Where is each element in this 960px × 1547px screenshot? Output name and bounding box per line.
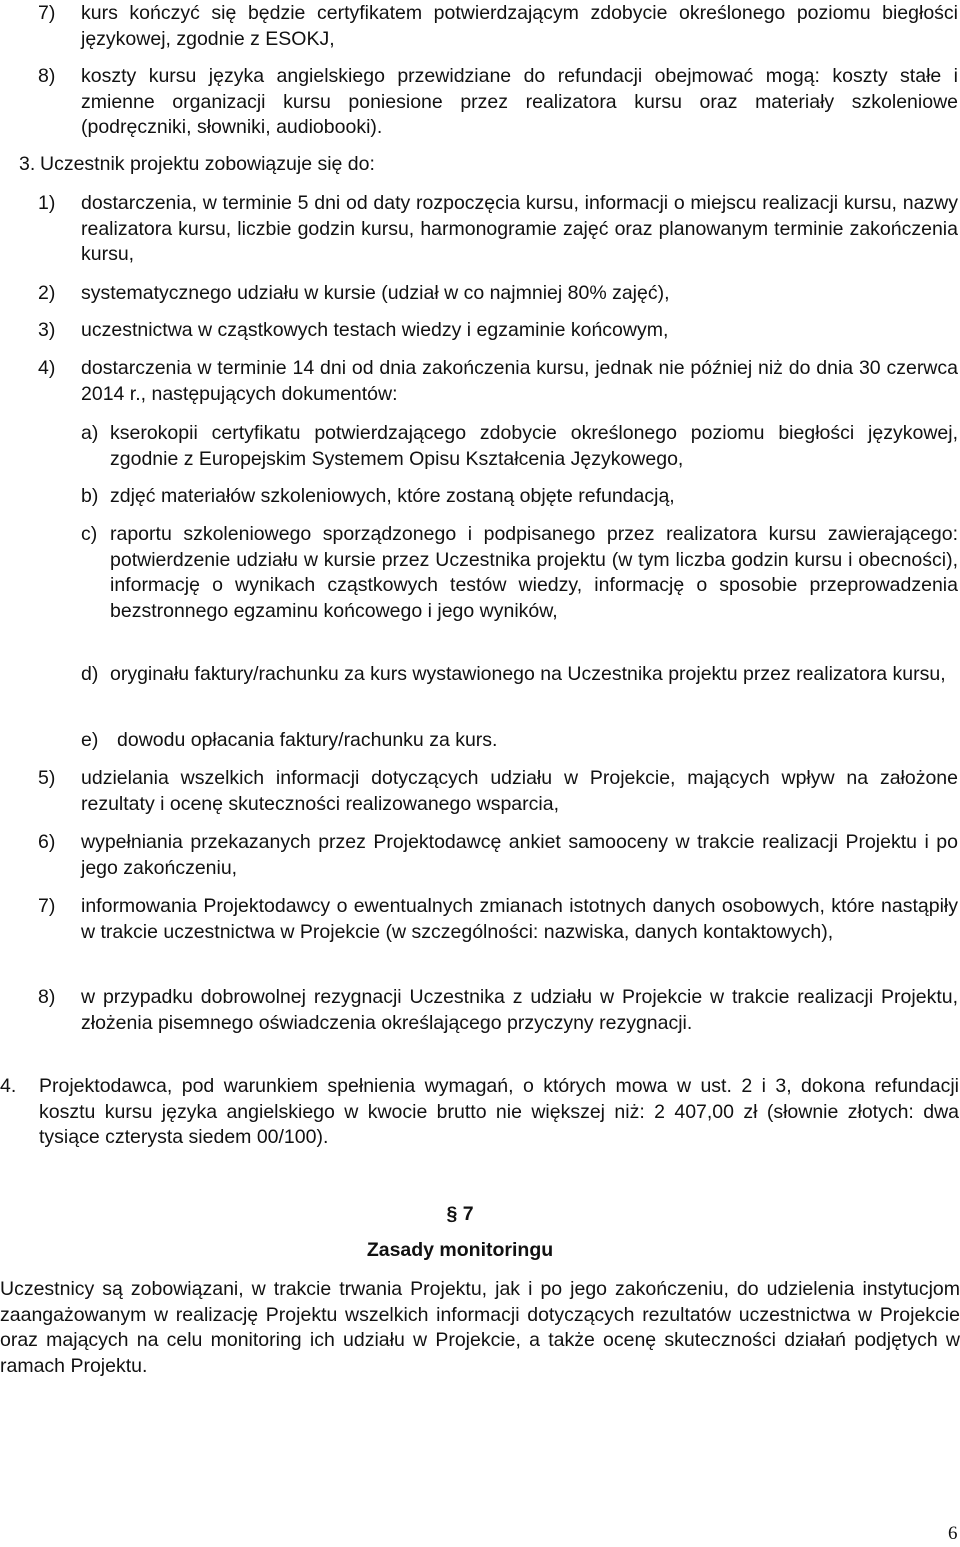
item-text: informowania Projektodawcy o ewentualnych zmianach istotnych danych osobowych, które nastąpiły w trakcie uczestnictwa w Projekcie (w szczególności: nazwiska, danych kontaktowych), (81, 895, 958, 943)
item-number: 1) (38, 192, 56, 214)
item-number: 2) (38, 282, 56, 304)
sub-item-text: kserokopii certyfikatu potwierdzającego zdobycie określonego poziomu biegłości językowej, zgodnie z Europejskim Systemem Opisu Kształcenia Językowego, (110, 422, 958, 470)
item-number: 4) (38, 357, 56, 379)
item-number: 5) (38, 767, 56, 789)
item-text: koszty kursu języka angielskiego przewidziane do refundacji obejmować mogą: koszty stałe i zmienne organizacji kursu poniesione przez realizatora kursu oraz materiały szkoleniowe (podręczniki, słowniki, audiobooki). (81, 65, 958, 138)
sub-item-letter: e) (81, 729, 99, 751)
sub-item-letter: b) (81, 485, 99, 507)
item-text: dostarczenia w terminie 14 dni od dnia zakończenia kursu, jednak nie później niż do dnia 30 czerwca 2014 r., następujących dokumentów: (81, 357, 958, 405)
item-number: 3) (38, 319, 56, 341)
item-number: 8) (38, 65, 56, 87)
item-number: 6) (38, 831, 56, 853)
item-text: w przypadku dobrowolnej rezygnacji Uczestnika z udziału w Projekcie w trakcie realizacji Projektu, złożenia pisemnego oświadczenia określającego przyczyny rezygnacji. (81, 986, 958, 1034)
item-number: 8) (38, 986, 56, 1008)
item-text: uczestnictwa w cząstkowych testach wiedzy i egzaminie końcowym, (81, 319, 669, 341)
sub-item-letter: d) (81, 663, 99, 685)
item-text: systematycznego udziału w kursie (udział w co najmniej 80% zajęć), (81, 282, 670, 304)
sub-item-text: raportu szkoleniowego sporządzonego i podpisanego przez realizatora kursu zawierającego: potwierdzenie udziału w kursie przez Uczestnika projektu (w tym liczba godzin kursu i obecności), informację o wynikach cząstkowych testów wiedzy, informację o sposobie przeprowadzenia bezstronnego egzaminu końcowego i jego wyników, (110, 523, 958, 622)
sub-item-text: zdjęć materiałów szkoleniowych, które zostaną objęte refundacją, (110, 485, 675, 507)
page-number: 6 (948, 1523, 958, 1544)
item-number: 7) (38, 2, 56, 24)
paragraph-body: Uczestnicy są zobowiązani, w trakcie trwania Projektu, jak i po jego zakończeniu, do udzielenia instytucjom zaangażowanym w realizację Projektu wszelkich informacji dotyczących rezultatów uczestnictwa w Projekcie oraz mających na celu monitoring ich udziału w Projekcie, a także ocenę skuteczności działań podjętych w ramach Projektu. (0, 1278, 960, 1377)
section-4-text: Projektodawca, pod warunkiem spełnienia wymagań, o których mowa w ust. 2 i 3, dokona refundacji kosztu kursu języka angielskiego w kwocie brutto nie większej niż: 2 407,00 zł (słownie złotych: dwa tysiące czterysta siedem 00/100). (39, 1075, 959, 1148)
item-text: udzielania wszelkich informacji dotyczących udziału w Projekcie, mających wpływ na założone rezultaty i ocenę skuteczności realizowanego wsparcia, (81, 767, 958, 815)
paragraph-symbol: § 7 (446, 1203, 474, 1225)
item-number: 7) (38, 895, 56, 917)
paragraph-title: Zasady monitoringu (366, 1239, 554, 1261)
sub-item-letter: a) (81, 422, 99, 444)
item-text: wypełniania przekazanych przez Projektodawcę ankiet samooceny w trakcie realizacji Projektu i po jego zakończeniu, (81, 831, 958, 879)
sub-item-letter: c) (81, 523, 98, 545)
item-text: dostarczenia, w terminie 5 dni od daty rozpoczęcia kursu, informacji o miejscu realizacji kursu, nazwy realizatora kursu, liczbie godzin kursu, harmonogramie zajęć oraz planowanym terminie zakończenia kursu, (81, 192, 958, 265)
sub-item-text: oryginału faktury/rachunku za kurs wystawionego na Uczestnika projektu przez realizatora kursu, (110, 663, 946, 685)
sub-item-text: dowodu opłacania faktury/rachunku za kurs. (117, 729, 498, 751)
section-number: 4. (0, 1075, 17, 1097)
section-heading-text: Uczestnik projektu zobowiązuje się do: (40, 153, 375, 175)
item-text: kurs kończyć się będzie certyfikatem potwierdzającym zdobycie określonego poziomu biegłości językowej, zgodnie z ESOKJ, (81, 2, 958, 50)
section-number: 3. (19, 153, 36, 175)
